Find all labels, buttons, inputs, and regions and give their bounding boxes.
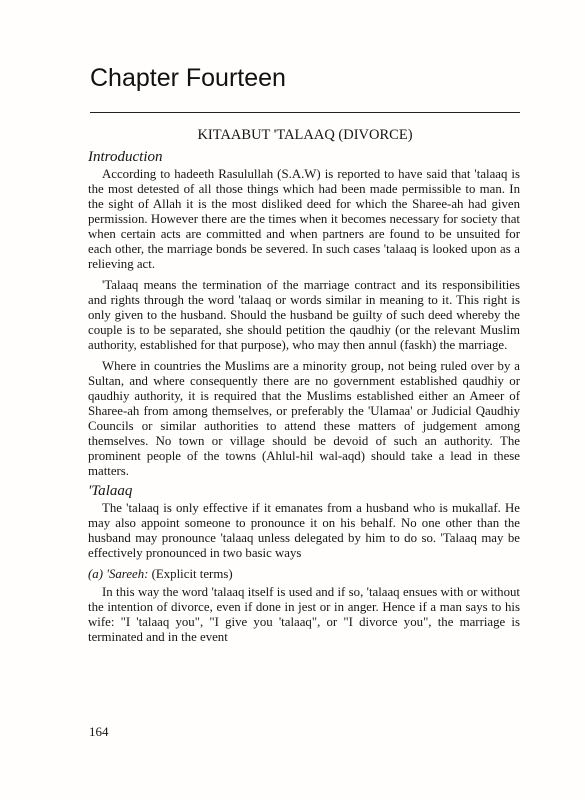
chapter-divider [90, 112, 520, 113]
talaaq-paragraph: The 'talaaq is only effective if it emanates from a husband who is mukallaf. He may also appoint someone to pronounce it on his behalf. No one other than the husband may pronounce 'talaaq unless delegated by him to do so. 'Talaaq may be effectively pronounced in two basic ways [88, 501, 520, 560]
sareeh-heading [88, 567, 520, 582]
sareeh-paragraph: In this way the word 'talaaq itself is used and if so, 'talaaq ensues with or without the intention of divorce, even if done in jest or in anger. Hence if a man says to his wife: "I 'talaaq you", "I give you 'talaaq", or "I divorce you", the marriage is terminated and in the event [88, 585, 520, 644]
introduction-paragraph-3: Where in countries the Muslims are a minority group, not being ruled over by a Sultan, and where consequently there are no government established qaudhiy or qaudhiy authority, it is required that the Muslims established either an Ameer of Sharee-ah from among themselves, or preferably the 'Ulamaa' or Judicial Qaudhiy Councils or similar authorities to attend these matters of judgement among themselves. No town or village should be devoid of such an authority. The prominent people of the towns (Ahlul-hil wal-aqd) should take a lead in these matters. [88, 359, 520, 478]
sareeh-term: 'Sareeh: [106, 567, 149, 581]
talaaq-heading: 'Talaaq [88, 483, 133, 499]
chapter-content [88, 150, 520, 651]
introduction-paragraph-2: 'Talaaq means the termination of the marriage contract and its responsibilities and rights through the word 'talaaq or words similar in meaning to it. This right is only given to the husband. Should the husband be guilty of such deed whereby the couple is to be separated, she should petition the qaudhiy (or the relevant Muslim authority, established for that purpose), who may then annul (faskh) the marriage. [88, 278, 520, 352]
sareeh-description: (Explicit terms) [151, 567, 233, 581]
page-number: 164 [89, 724, 109, 739]
introduction-heading: Introduction [88, 149, 163, 165]
introduction-paragraph-1: According to hadeeth Rasulullah (S.A.W) is reported to have said that 'talaaq is the most detested of all those things which had been made permissible to man. In the sight of Allah it is the most disliked deed for which the Sharee-ah had given permission. However there are the times when it becomes necessary for society that when certain acts are committed and when partners are found to be unsuited for each other, the marriage bonds be severed. In such cases 'talaaq is looked upon as a relieving act. [88, 167, 520, 271]
subsection-label: (a) [88, 567, 103, 581]
chapter-title: Chapter Fourteen [90, 64, 286, 92]
main-heading: KITAABUT 'TALAAQ (DIVORCE) [197, 127, 413, 143]
